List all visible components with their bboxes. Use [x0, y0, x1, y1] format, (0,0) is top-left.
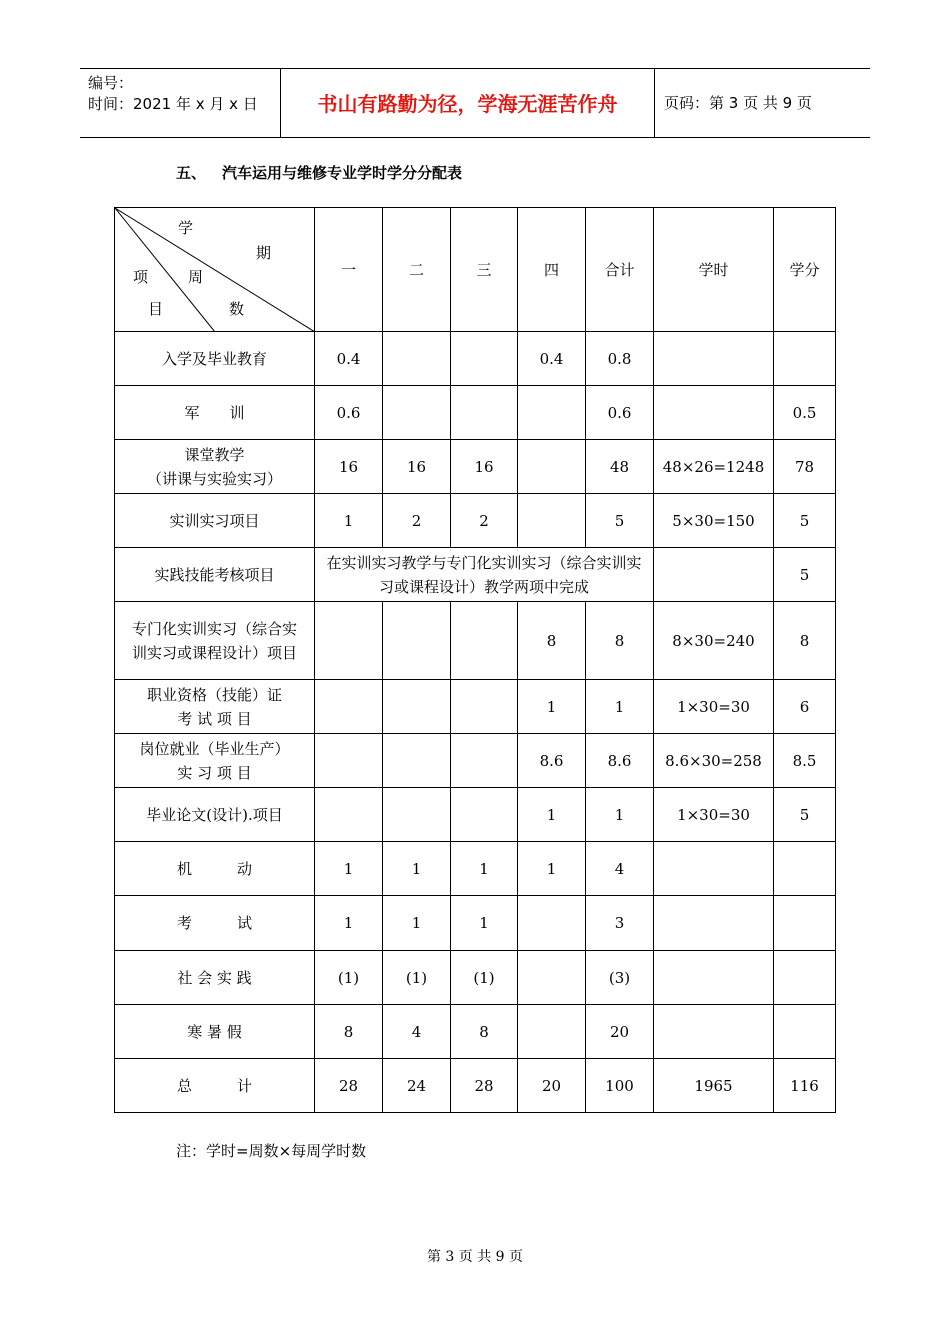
cell-s2: 24 — [383, 1059, 451, 1113]
row-label-cell — [115, 1059, 315, 1113]
cell-hours: 5×30=150 — [654, 494, 774, 548]
table-row — [115, 440, 836, 494]
cell-credits — [774, 332, 836, 386]
cell-s1: (1) — [315, 951, 383, 1005]
corner-label-xiang: 项 — [133, 268, 149, 286]
cell-total: 8.6 — [586, 734, 654, 788]
row-label-cell — [115, 440, 315, 494]
table-row — [115, 788, 836, 842]
cell-s3: 1 — [451, 896, 518, 951]
corner-label-mu: 目 — [148, 300, 164, 318]
header-row — [115, 208, 836, 332]
table-row — [115, 332, 836, 386]
cell-credits — [774, 951, 836, 1005]
table-row — [115, 680, 836, 734]
page-footer: 第 3 页 共 9 页 — [426, 1249, 524, 1265]
corner-label-qi: 期 — [256, 244, 272, 262]
table-row — [115, 734, 836, 788]
cell-total: 48 — [586, 440, 654, 494]
col-header: 一 — [315, 208, 383, 332]
row-label: 入学及毕业教育 — [161, 349, 267, 368]
cell-hours — [654, 842, 774, 896]
cell-credits — [774, 842, 836, 896]
table-row — [115, 1005, 836, 1059]
cell-total: 100 — [586, 1059, 654, 1113]
header-motto: 书山有路勤为径，学海无涯苦作舟 — [317, 92, 618, 116]
section-number: 五、 — [176, 164, 207, 182]
cell-s1: 16 — [315, 440, 383, 494]
cell-s1: 0.6 — [315, 386, 383, 440]
table-row — [115, 951, 836, 1005]
cell-hours: 8×30=240 — [654, 602, 774, 680]
cell-s4: 0.4 — [518, 332, 586, 386]
table-row — [115, 602, 836, 680]
merged-note-cell: 在实训实习教学与专门化实训实习（综合实训实习或课程设计）教学两项中完成 — [315, 548, 654, 602]
cell-total: 1 — [586, 680, 654, 734]
cell-s3: 1 — [451, 842, 518, 896]
cell-hours: 8.6×30=258 — [654, 734, 774, 788]
row-label: 社 会 实 践 — [177, 968, 252, 987]
table-row — [115, 842, 836, 896]
cell-credits: 116 — [774, 1059, 836, 1113]
row-label-line2: 实 习 项 目 — [177, 763, 252, 782]
row-label-cell — [115, 842, 315, 896]
table-row — [115, 1059, 836, 1113]
row-label: 岗位就业（毕业生产） — [139, 739, 290, 758]
cell-credits: 5 — [774, 548, 836, 602]
section-title-text: 汽车运用与维修专业学时学分分配表 — [222, 164, 463, 182]
cell-s1 — [315, 788, 383, 842]
cell-s3 — [451, 602, 518, 680]
corner-label-xue: 学 — [178, 219, 194, 237]
cell-s3: 28 — [451, 1059, 518, 1113]
cell-s1 — [315, 680, 383, 734]
cell-s4: 1 — [518, 788, 586, 842]
cell-hours: 1×30=30 — [654, 680, 774, 734]
cell-s1: 28 — [315, 1059, 383, 1113]
cell-s4: 1 — [518, 842, 586, 896]
cell-credits: 5 — [774, 788, 836, 842]
table-row — [115, 386, 836, 440]
cell-s4: 8.6 — [518, 734, 586, 788]
date-label: 时间：2021 年 x 月 x 日 — [88, 95, 258, 113]
row-label: 机 动 — [176, 859, 252, 878]
cell-credits: 6 — [774, 680, 836, 734]
row-label-cell — [115, 951, 315, 1005]
hours-credits-table — [114, 207, 836, 1113]
col-header: 四 — [518, 208, 586, 332]
section-title — [176, 162, 462, 183]
cell-s2: 1 — [383, 896, 451, 951]
cell-s4 — [518, 1005, 586, 1059]
cell-s3 — [451, 386, 518, 440]
row-label-cell — [115, 332, 315, 386]
cell-s3 — [451, 734, 518, 788]
cell-total: 1 — [586, 788, 654, 842]
cell-s2: 1 — [383, 842, 451, 896]
col-header: 二 — [383, 208, 451, 332]
cell-total: 20 — [586, 1005, 654, 1059]
cell-hours: 1×30=30 — [654, 788, 774, 842]
header-meta — [88, 73, 258, 115]
row-label: 职业资格（技能）证 — [146, 685, 282, 704]
cell-s3: 16 — [451, 440, 518, 494]
cell-s2: 4 — [383, 1005, 451, 1059]
cell-credits: 78 — [774, 440, 836, 494]
row-label-cell — [115, 602, 315, 680]
cell-s1 — [315, 734, 383, 788]
row-label: 实训实习项目 — [169, 511, 260, 530]
cell-s4 — [518, 896, 586, 951]
table-row — [115, 896, 836, 951]
row-label: 实践技能考核项目 — [154, 565, 275, 584]
row-label: 总 计 — [176, 1076, 252, 1095]
cell-total: 5 — [586, 494, 654, 548]
row-label: 课堂教学 — [184, 445, 245, 464]
cell-hours — [654, 548, 774, 602]
header-divider — [654, 69, 655, 137]
cell-total: 3 — [586, 896, 654, 951]
cell-credits: 8 — [774, 602, 836, 680]
corner-label-shu: 数 — [229, 300, 245, 318]
header-page-label: 页码：第 3 页 共 9 页 — [664, 94, 812, 112]
cell-credits — [774, 1005, 836, 1059]
cell-s2 — [383, 734, 451, 788]
cell-s3 — [451, 788, 518, 842]
row-label-line2: （讲课与实验实习） — [146, 469, 282, 488]
diagonal-header-cell — [115, 208, 315, 332]
cell-s4: 1 — [518, 680, 586, 734]
cell-s4: 20 — [518, 1059, 586, 1113]
cell-hours — [654, 896, 774, 951]
row-label-cell — [115, 1005, 315, 1059]
cell-total: (3) — [586, 951, 654, 1005]
cell-s4 — [518, 494, 586, 548]
row-label-cell — [115, 494, 315, 548]
row-label-cell — [115, 386, 315, 440]
cell-s1: 0.4 — [315, 332, 383, 386]
cell-s2 — [383, 602, 451, 680]
cell-s1: 8 — [315, 1005, 383, 1059]
row-label-cell — [115, 788, 315, 842]
cell-s2 — [383, 332, 451, 386]
table-row — [115, 494, 836, 548]
row-label: 毕业论文(设计).项目 — [146, 805, 283, 824]
cell-s4 — [518, 440, 586, 494]
cell-total: 0.8 — [586, 332, 654, 386]
cell-s1: 1 — [315, 896, 383, 951]
cell-s2 — [383, 386, 451, 440]
table-row — [115, 548, 836, 602]
cell-s1: 1 — [315, 842, 383, 896]
col-header: 学时 — [654, 208, 774, 332]
cell-s1 — [315, 602, 383, 680]
cell-s2: 16 — [383, 440, 451, 494]
row-label-cell — [115, 734, 315, 788]
cell-credits: 5 — [774, 494, 836, 548]
row-label: 专门化实训实习（综合实训实习或课程设计）项目 — [131, 619, 297, 662]
cell-hours — [654, 332, 774, 386]
row-label: 考 试 — [176, 914, 252, 932]
cell-total: 4 — [586, 842, 654, 896]
row-label: 寒 暑 假 — [187, 1022, 242, 1041]
cell-s2: (1) — [383, 951, 451, 1005]
cell-s2: 2 — [383, 494, 451, 548]
cell-credits: 8.5 — [774, 734, 836, 788]
row-label-line2: 考 试 项 目 — [177, 709, 252, 728]
cell-credits: 0.5 — [774, 386, 836, 440]
cell-s1: 1 — [315, 494, 383, 548]
row-label-cell — [115, 680, 315, 734]
row-label-cell — [115, 896, 315, 951]
cell-s4 — [518, 951, 586, 1005]
row-label-cell — [115, 548, 315, 602]
table-body — [115, 208, 836, 1113]
cell-s3 — [451, 332, 518, 386]
corner-label-zhou: 周 — [188, 268, 204, 286]
cell-s3 — [451, 680, 518, 734]
col-header: 学分 — [774, 208, 836, 332]
cell-s2 — [383, 788, 451, 842]
number-label: 编号： — [88, 74, 134, 92]
table-note: 注：学时=周数×每周学时数 — [176, 1142, 367, 1160]
cell-s4: 8 — [518, 602, 586, 680]
page-header — [80, 68, 870, 138]
cell-s3: 2 — [451, 494, 518, 548]
cell-s3: 8 — [451, 1005, 518, 1059]
row-label: 军 训 — [184, 403, 245, 422]
cell-hours: 48×26=1248 — [654, 440, 774, 494]
cell-s3: (1) — [451, 951, 518, 1005]
cell-hours — [654, 1005, 774, 1059]
col-header: 合计 — [586, 208, 654, 332]
cell-credits — [774, 896, 836, 951]
cell-total: 0.6 — [586, 386, 654, 440]
cell-hours — [654, 386, 774, 440]
cell-s4 — [518, 386, 586, 440]
cell-hours: 1965 — [654, 1059, 774, 1113]
cell-total: 8 — [586, 602, 654, 680]
cell-hours — [654, 951, 774, 1005]
cell-s2 — [383, 680, 451, 734]
col-header: 三 — [451, 208, 518, 332]
